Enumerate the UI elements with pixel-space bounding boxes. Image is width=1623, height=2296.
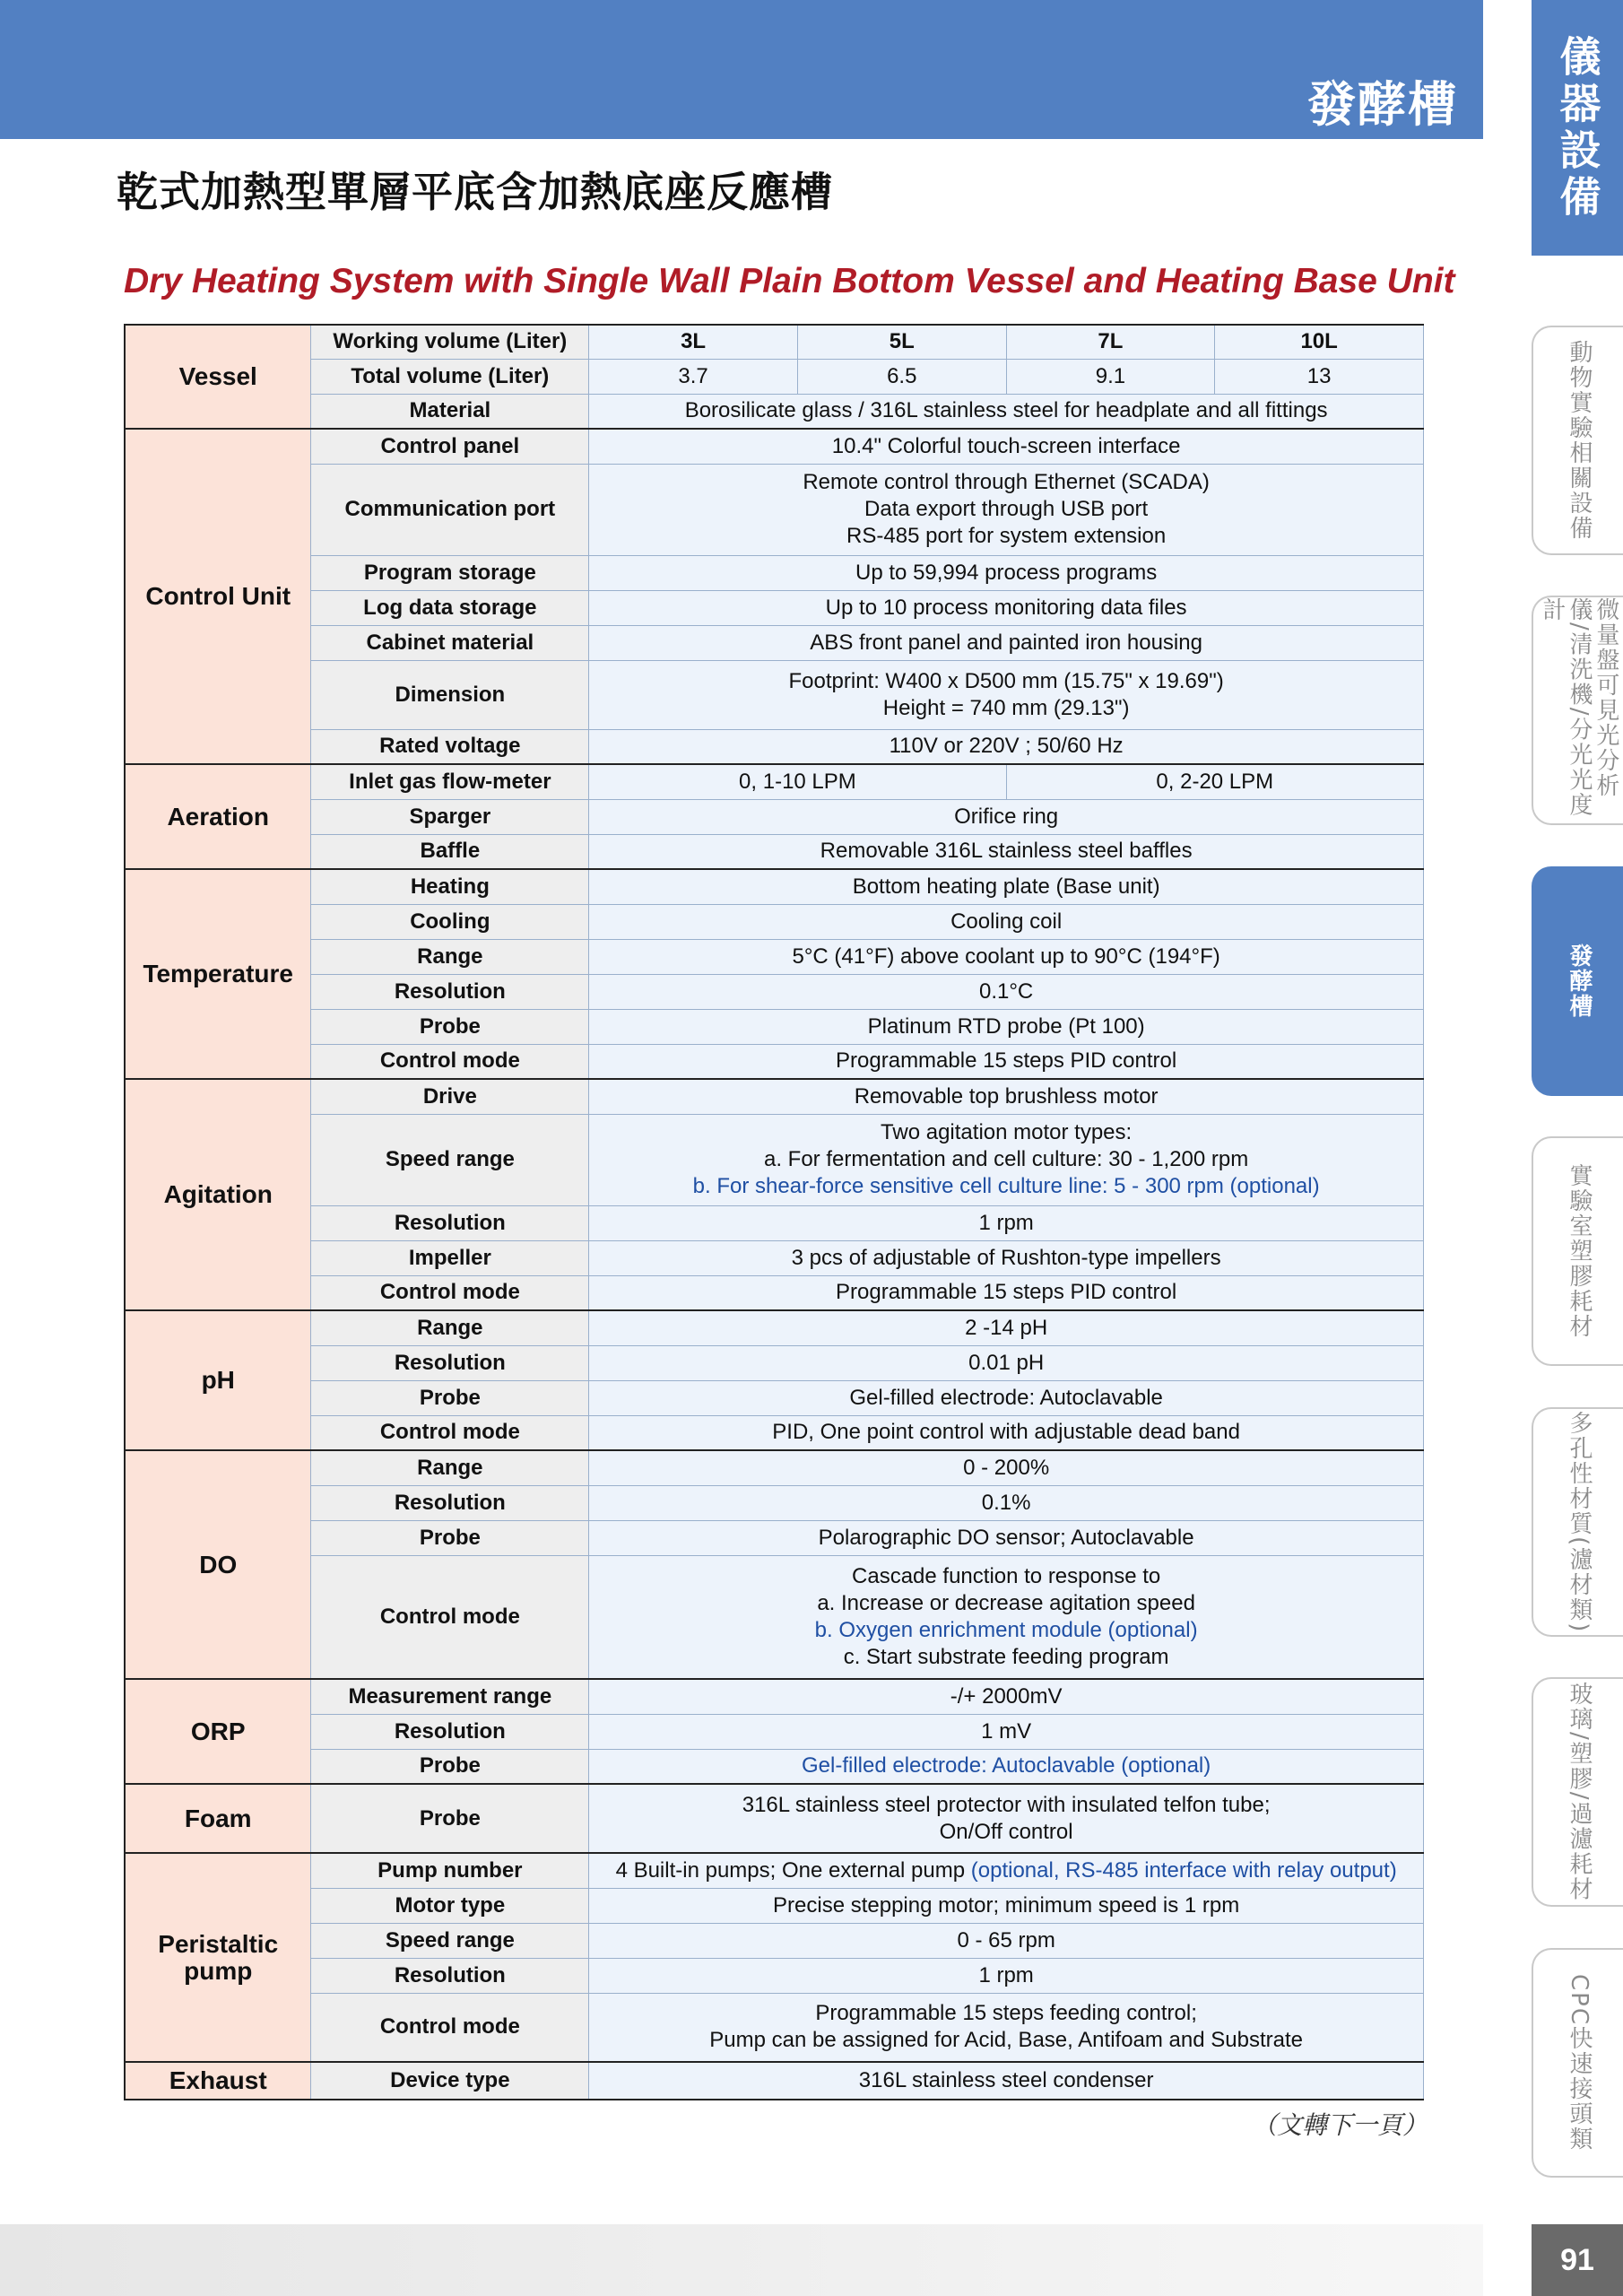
- spec-table: [124, 324, 1424, 2100]
- table-row: [125, 1853, 1424, 1888]
- spec-value: 0, 1-10 LPM: [589, 764, 1006, 799]
- spec-value: 0 - 65 rpm: [589, 1923, 1424, 1958]
- side-tab-fermenter[interactable]: [1532, 866, 1623, 1096]
- value-line: Pump can be assigned for Acid, Base, Antifoam and Substrate: [709, 2028, 1303, 2053]
- table-row: [125, 464, 1424, 555]
- side-tab-plastic-consumables[interactable]: [1532, 1136, 1623, 1366]
- spec-label: Resolution: [311, 974, 589, 1009]
- category-cell: Agitation: [125, 1079, 311, 1310]
- spec-label: Speed range: [311, 1923, 589, 1958]
- table-row: [125, 869, 1424, 904]
- spec-label: Cabinet material: [311, 625, 589, 660]
- value-line: Remote control through Ethernet (SCADA): [803, 470, 1210, 494]
- table-row: [125, 1114, 1424, 1205]
- side-tab-label: 微量盤可見光分析儀/清洗機/分光光度計: [1539, 597, 1619, 818]
- spec-value: 5°C (41°F) above coolant up to 90°C (194°F): [589, 939, 1424, 974]
- value-line: Data export through USB port: [864, 497, 1149, 521]
- category-cell: ORP: [125, 1679, 311, 1784]
- side-tab-label: 發酵槽: [1565, 944, 1593, 1019]
- spec-label: Drive: [311, 1079, 589, 1114]
- spec-value: Bottom heating plate (Base unit): [589, 869, 1424, 904]
- table-row: [125, 1958, 1424, 1993]
- table-row: [125, 1240, 1424, 1275]
- spec-value: 0.01 pH: [589, 1345, 1424, 1380]
- value-line: a. Increase or decrease agitation speed: [817, 1590, 1195, 1615]
- english-title: Dry Heating System with Single Wall Plain Bottom Vessel and Heating Base Unit: [124, 262, 1455, 300]
- spec-value: Programmable 15 steps PID control: [589, 1044, 1424, 1079]
- side-tab-animal-equipment[interactable]: [1532, 326, 1623, 555]
- spec-label: Control panel: [311, 429, 589, 464]
- spec-value: Gel-filled electrode: Autoclavable: [589, 1380, 1424, 1415]
- spec-label: Rated voltage: [311, 729, 589, 764]
- value-line: c. Start substrate feeding program: [843, 1644, 1169, 1669]
- spec-label: Pump number: [311, 1853, 589, 1888]
- spec-label: Range: [311, 939, 589, 974]
- spec-value: Cooling coil: [589, 904, 1424, 939]
- spec-label: Resolution: [311, 1958, 589, 1993]
- category-cell: Foam: [125, 1784, 311, 1853]
- value-line: Footprint: W400 x D500 mm (15.75" x 19.69"): [788, 668, 1224, 693]
- spec-label: Probe: [311, 1520, 589, 1555]
- spec-value: PID, One point control with adjustable dead band: [589, 1415, 1424, 1450]
- category-line: Peristaltic: [158, 1929, 279, 1958]
- optional-value-line: b. For shear-force sensitive cell culture line: 5 - 300 rpm (optional): [692, 1174, 1320, 1198]
- spec-label: Device type: [311, 2062, 589, 2100]
- spec-label: Control mode: [311, 1993, 589, 2062]
- header-title: 發酵槽: [1307, 76, 1458, 133]
- spec-value: 2 -14 pH: [589, 1310, 1424, 1345]
- category-cell: Temperature: [125, 869, 311, 1079]
- table-row: [125, 1714, 1424, 1749]
- side-tab-label: CPC快速接頭類: [1565, 1974, 1593, 2152]
- table-row: [125, 1345, 1424, 1380]
- table-row: [125, 904, 1424, 939]
- table-row: [125, 1520, 1424, 1555]
- value-line: On/Off control: [939, 1819, 1073, 1844]
- spec-value: [589, 660, 1424, 729]
- size-header: 10L: [1215, 325, 1424, 359]
- side-tab-cpc-connectors[interactable]: [1532, 1948, 1623, 2178]
- chinese-title: 乾式加熱型單層平底含加熱底座反應槽: [117, 168, 833, 216]
- spec-value: Up to 10 process monitoring data files: [589, 590, 1424, 625]
- spec-value: 110V or 220V ; 50/60 Hz: [589, 729, 1424, 764]
- continued-note: （文轉下一頁）: [1251, 2110, 1428, 2140]
- table-row: [125, 1205, 1424, 1240]
- category-cell: DO: [125, 1450, 311, 1679]
- value-line: Height = 740 mm (29.13"): [882, 695, 1130, 720]
- value-text: 4 Built-in pumps; One external pump: [615, 1857, 971, 1883]
- table-row: [125, 625, 1424, 660]
- table-row: [125, 1784, 1424, 1853]
- spec-value: Orifice ring: [589, 799, 1424, 834]
- spec-value: 1 rpm: [589, 1958, 1424, 1993]
- footer-band: [0, 2224, 1483, 2296]
- spec-value: -/+ 2000mV: [589, 1679, 1424, 1714]
- table-row: [125, 1923, 1424, 1958]
- table-row: [125, 555, 1424, 590]
- spec-value: ABS front panel and painted iron housing: [589, 625, 1424, 660]
- spec-value: Platinum RTD probe (Pt 100): [589, 1009, 1424, 1044]
- table-row: [125, 429, 1424, 464]
- table-row: [125, 325, 1424, 359]
- spec-value: [589, 1114, 1424, 1205]
- table-row: [125, 590, 1424, 625]
- spec-value: 3.7: [589, 359, 798, 394]
- spec-value: 10.4" Colorful touch-screen interface: [589, 429, 1424, 464]
- table-row: [125, 1993, 1424, 2062]
- spec-value: Gel-filled electrode: Autoclavable (optional): [589, 1749, 1424, 1784]
- spec-label: Heating: [311, 869, 589, 904]
- spec-value: 9.1: [1006, 359, 1215, 394]
- spec-label: Log data storage: [311, 590, 589, 625]
- spec-label: Measurement range: [311, 1679, 589, 1714]
- table-row: [125, 660, 1424, 729]
- table-row: [125, 394, 1424, 429]
- spec-label: Resolution: [311, 1205, 589, 1240]
- spec-value: 3 pcs of adjustable of Rushton-type impellers: [589, 1240, 1424, 1275]
- side-tab-label: 玻璃/塑膠/過濾耗材: [1565, 1682, 1593, 1902]
- spec-label: Range: [311, 1310, 589, 1345]
- spec-value: 0.1°C: [589, 974, 1424, 1009]
- spec-value: [589, 1993, 1424, 2062]
- category-cell: Control Unit: [125, 429, 311, 764]
- spec-label: Control mode: [311, 1415, 589, 1450]
- spec-value: 6.5: [797, 359, 1006, 394]
- spec-value: 1 mV: [589, 1714, 1424, 1749]
- spec-value: Borosilicate glass / 316L stainless steel for headplate and all fittings: [589, 394, 1424, 429]
- spec-label: Range: [311, 1450, 589, 1485]
- size-header: 7L: [1006, 325, 1215, 359]
- spec-value: [589, 1784, 1424, 1853]
- page-number: 91: [1532, 2224, 1623, 2296]
- spec-label: Control mode: [311, 1275, 589, 1310]
- table-row: [125, 939, 1424, 974]
- spec-value: Programmable 15 steps PID control: [589, 1275, 1424, 1310]
- table-row: [125, 1044, 1424, 1079]
- value-line: a. For fermentation and cell culture: 30 - 1,200 rpm: [763, 1147, 1249, 1171]
- table-row: [125, 834, 1424, 869]
- spec-label: Program storage: [311, 555, 589, 590]
- spec-value: Up to 59,994 process programs: [589, 555, 1424, 590]
- table-row: [125, 764, 1424, 799]
- spec-label: Material: [311, 394, 589, 429]
- spec-label: Total volume (Liter): [311, 359, 589, 394]
- category-cell: Vessel: [125, 325, 311, 429]
- category-line: pump: [184, 1956, 253, 1985]
- table-row: [125, 1485, 1424, 1520]
- side-tab-label: 實驗室塑膠耗材: [1565, 1163, 1593, 1339]
- spec-label: Resolution: [311, 1345, 589, 1380]
- spec-value: 0.1%: [589, 1485, 1424, 1520]
- table-row: [125, 2062, 1424, 2100]
- table-row: [125, 1009, 1424, 1044]
- side-tab-label: 多孔性材質(濾材類): [1565, 1410, 1593, 1634]
- spec-value: [589, 1555, 1424, 1679]
- spec-label: Cooling: [311, 904, 589, 939]
- side-tab-glass-filter[interactable]: [1532, 1677, 1623, 1907]
- table-row: [125, 974, 1424, 1009]
- table-row: [125, 1450, 1424, 1485]
- table-row: [125, 359, 1424, 394]
- spec-label: Control mode: [311, 1044, 589, 1079]
- table-row: [125, 1275, 1424, 1310]
- spec-label: Motor type: [311, 1888, 589, 1923]
- spec-label: Resolution: [311, 1485, 589, 1520]
- spec-label: Resolution: [311, 1714, 589, 1749]
- table-row: [125, 799, 1424, 834]
- category-cell: Aeration: [125, 764, 311, 869]
- spec-value: 316L stainless steel condenser: [589, 2062, 1424, 2100]
- category-cell: [125, 1853, 311, 2062]
- optional-value-text: (optional, RS-485 interface with relay output): [970, 1857, 1397, 1883]
- spec-value: [589, 464, 1424, 555]
- spec-value: Polarographic DO sensor; Autoclavable: [589, 1520, 1424, 1555]
- side-tab-label: 儀器設備: [1553, 34, 1602, 222]
- spec-label: Sparger: [311, 799, 589, 834]
- value-line: Two agitation motor types:: [881, 1120, 1133, 1144]
- category-cell: Exhaust: [125, 2062, 311, 2100]
- spec-label: Speed range: [311, 1114, 589, 1205]
- side-tab-instruments[interactable]: [1532, 0, 1623, 256]
- spec-label: Impeller: [311, 1240, 589, 1275]
- table-row: [125, 1415, 1424, 1450]
- value-line: 316L stainless steel protector with insulated telfon tube;: [742, 1792, 1271, 1817]
- table-row: [125, 1888, 1424, 1923]
- spec-label: Probe: [311, 1749, 589, 1784]
- side-tab-microplate[interactable]: [1532, 596, 1623, 825]
- spec-label: Inlet gas flow-meter: [311, 764, 589, 799]
- table-row: [125, 1679, 1424, 1714]
- spec-label: Probe: [311, 1380, 589, 1415]
- optional-value-line: b. Oxygen enrichment module (optional): [814, 1617, 1198, 1642]
- spec-value: 0 - 200%: [589, 1450, 1424, 1485]
- spec-label: Baffle: [311, 834, 589, 869]
- value-line: RS-485 port for system extension: [846, 524, 1167, 548]
- side-tab-porous-materials[interactable]: [1532, 1407, 1623, 1637]
- spec-value: 1 rpm: [589, 1205, 1424, 1240]
- spec-value: [589, 1853, 1424, 1888]
- spec-label: Probe: [311, 1009, 589, 1044]
- table-row: [125, 729, 1424, 764]
- size-header: 3L: [589, 325, 798, 359]
- spec-label: Communication port: [311, 464, 589, 555]
- spec-label: Control mode: [311, 1555, 589, 1679]
- spec-label: Dimension: [311, 660, 589, 729]
- size-header: 5L: [797, 325, 1006, 359]
- table-row: [125, 1380, 1424, 1415]
- category-cell: pH: [125, 1310, 311, 1450]
- spec-value: Precise stepping motor; minimum speed is 1 rpm: [589, 1888, 1424, 1923]
- value-line: Programmable 15 steps feeding control;: [815, 2001, 1197, 2026]
- spec-value: 13: [1215, 359, 1424, 394]
- table-row: [125, 1749, 1424, 1784]
- spec-value: Removable top brushless motor: [589, 1079, 1424, 1114]
- table-row: [125, 1079, 1424, 1114]
- side-tab-label: 動物實驗相關設備: [1565, 340, 1593, 541]
- value-line: Cascade function to response to: [852, 1563, 1161, 1588]
- table-row: [125, 1555, 1424, 1679]
- spec-label: Working volume (Liter): [311, 325, 589, 359]
- table-row: [125, 1310, 1424, 1345]
- spec-value: Removable 316L stainless steel baffles: [589, 834, 1424, 869]
- spec-label: Probe: [311, 1784, 589, 1853]
- header-bar: [0, 0, 1483, 139]
- spec-value: 0, 2-20 LPM: [1006, 764, 1423, 799]
